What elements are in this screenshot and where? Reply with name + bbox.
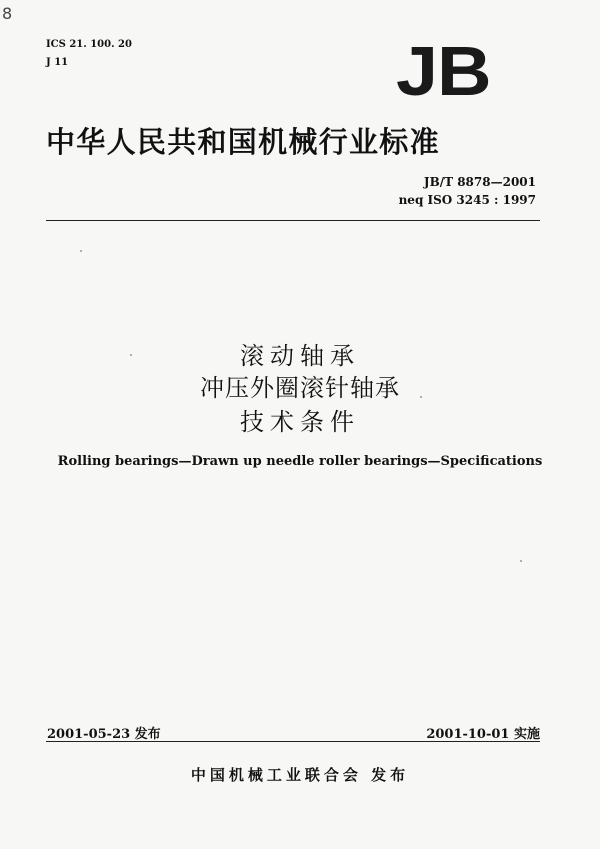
scan-speck	[80, 250, 82, 252]
doc-title-line-1: 滚动轴承	[240, 342, 360, 370]
scan-speck	[130, 354, 132, 356]
iso-equivalence: neq ISO 3245 : 1997	[398, 193, 536, 207]
ics-code: ICS 21. 100. 20	[46, 39, 132, 50]
issue-date: 2001-05-23 发布	[47, 727, 161, 742]
margin-handwritten-note: 8	[2, 4, 13, 23]
standard-category-title: 中华人民共和国机械行业标准	[46, 125, 440, 159]
header-divider	[46, 220, 540, 221]
implementation-date: 2001-10-01 实施	[426, 727, 540, 742]
english-title: Rolling bearings—Drawn up needle roller bearings—Specifications	[57, 454, 543, 469]
standard-number: JB/T 8878—2001	[423, 175, 536, 189]
doc-title-line-3: 技术条件	[240, 408, 360, 436]
scan-speck	[520, 560, 522, 562]
publisher: 中国机械工业联合会 发布	[190, 766, 410, 784]
footer-divider	[46, 741, 540, 742]
jb-logo: JB	[396, 32, 491, 110]
scan-speck	[420, 396, 422, 398]
doc-title-line-2: 冲压外圈滚针轴承	[200, 374, 400, 402]
classification-code: J 11	[46, 57, 69, 68]
